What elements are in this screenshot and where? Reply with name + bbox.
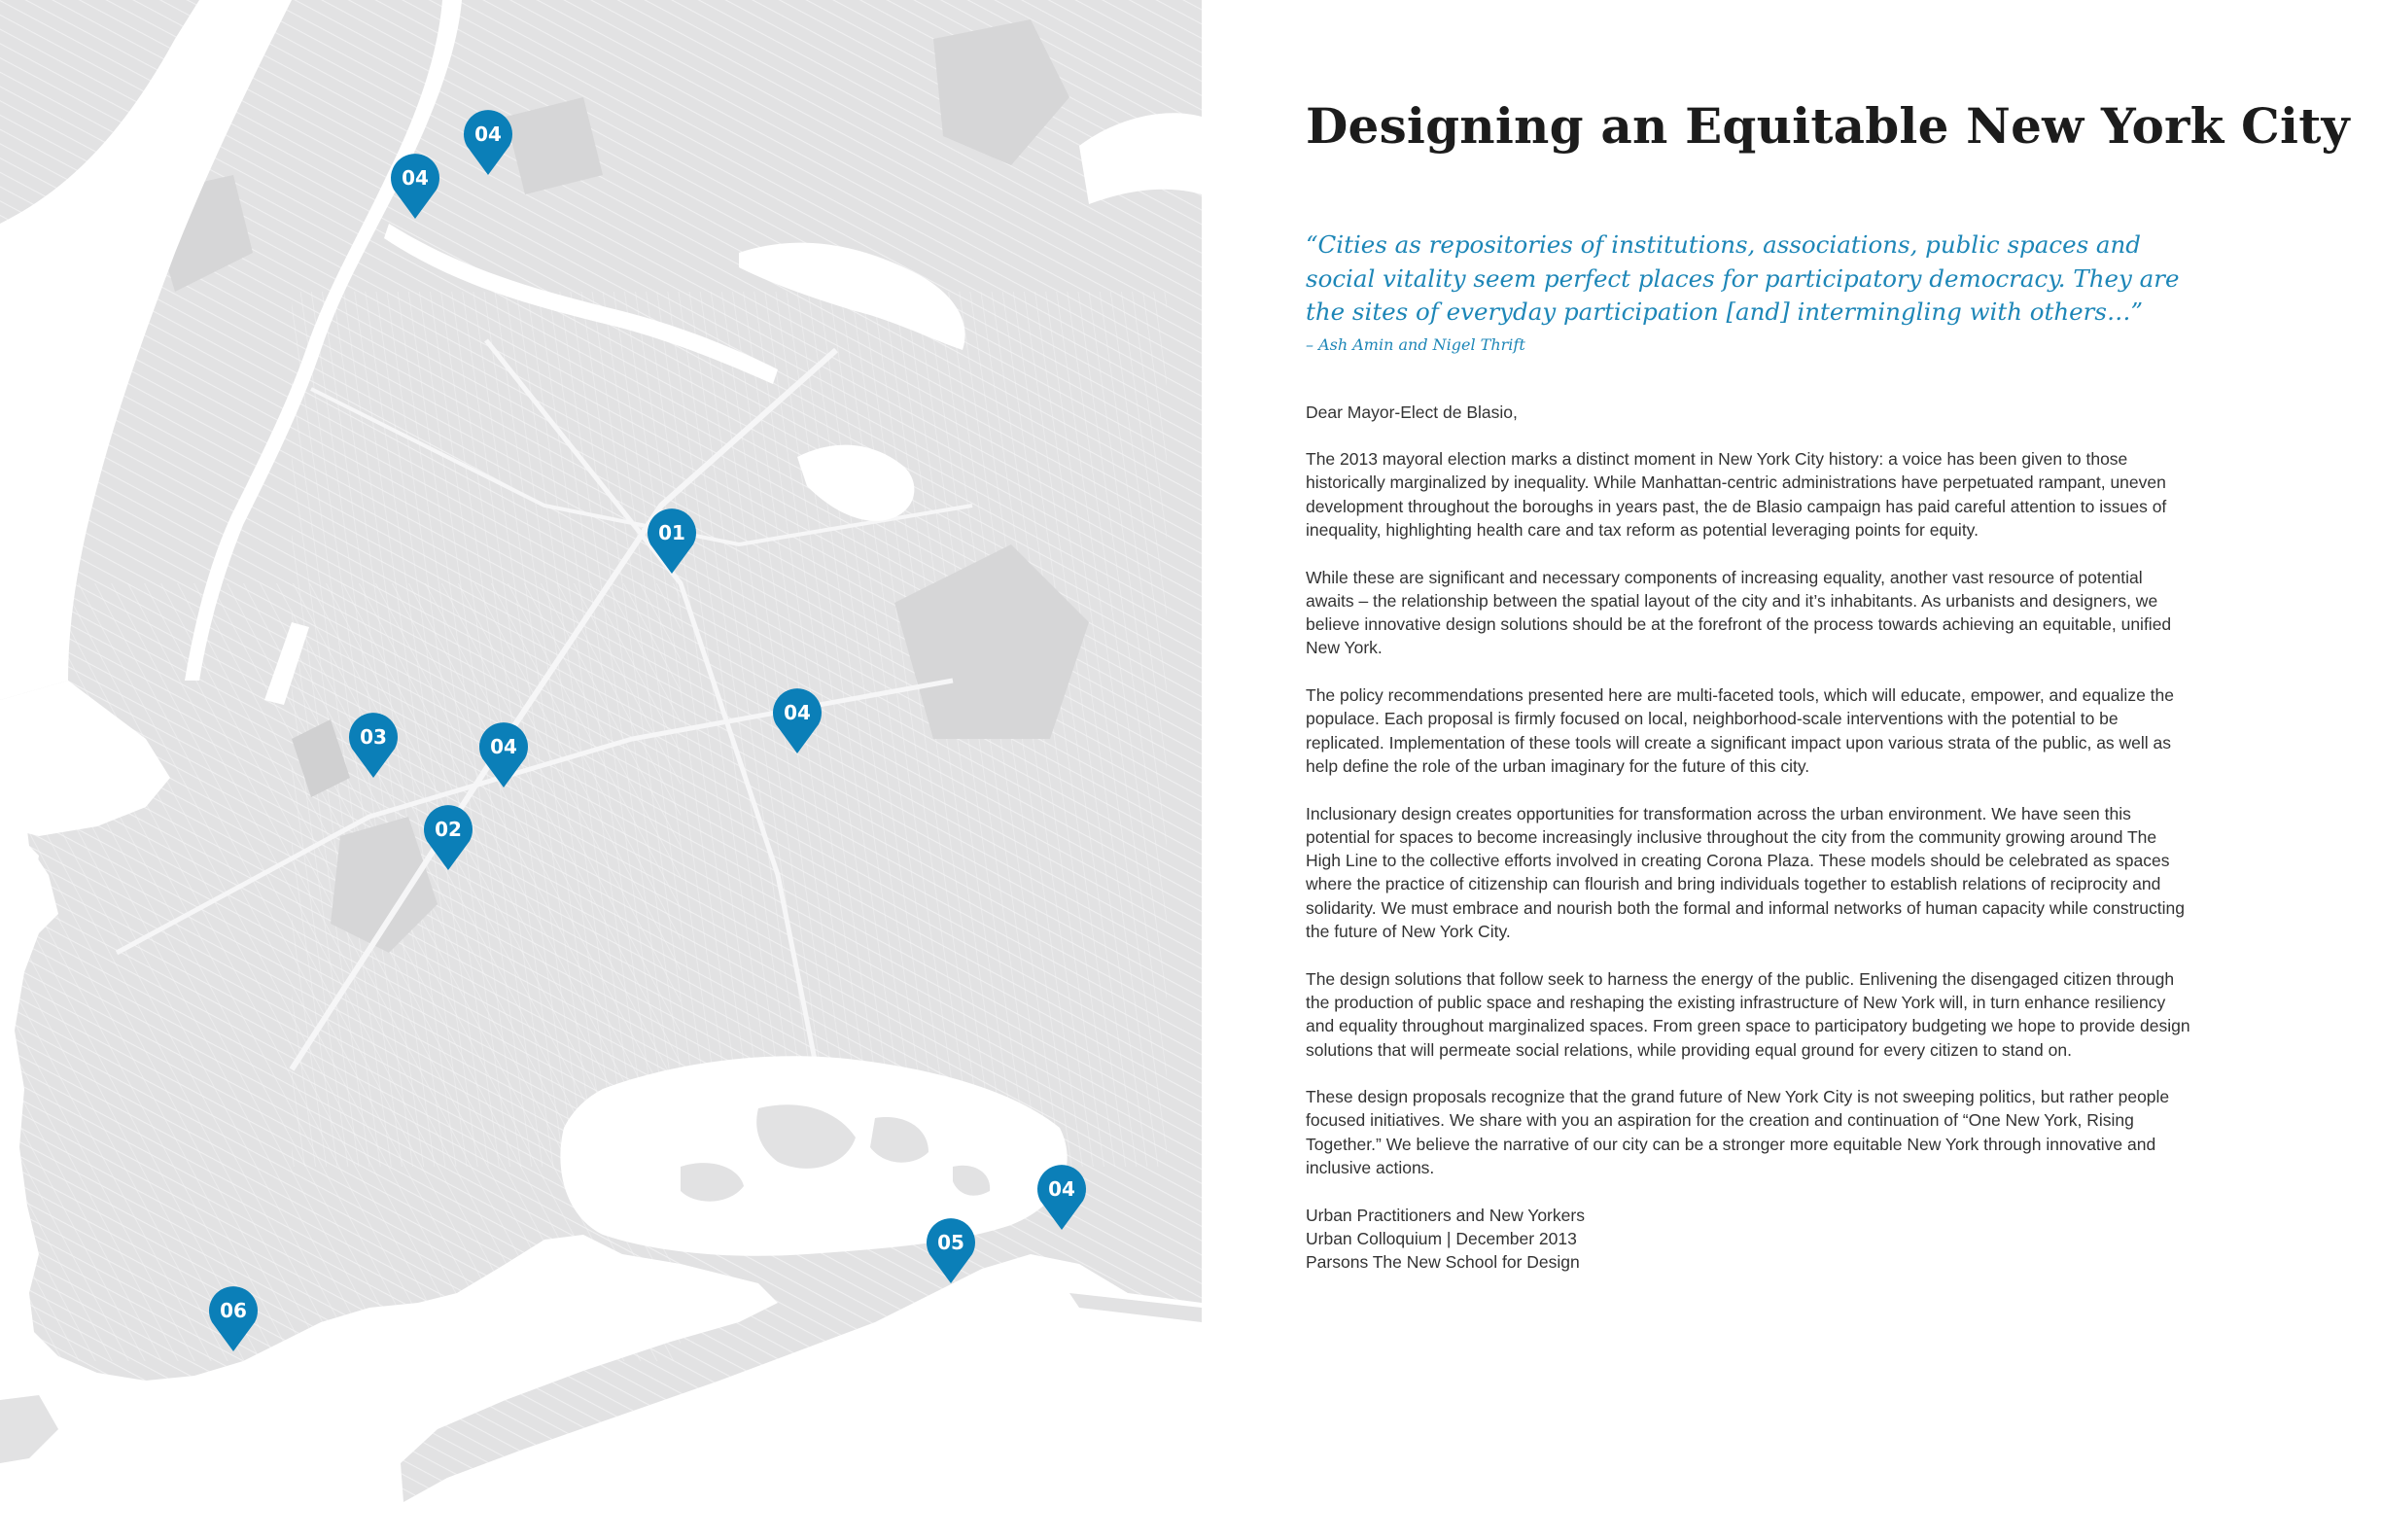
map-pin-label: 04 bbox=[490, 735, 517, 758]
epigraph-quote: “Cities as repositories of institutions, associations, public spaces and social vitality seem perfect places for participatory democracy. They are the sites of everyday participation [and] intermingling with others…” bbox=[1306, 230, 2180, 326]
letter-paragraph: The policy recommendations presented here are multi-faceted tools, which will educate, empower, and equalize the populace. Each proposal is firmly focused on local, neighborhood-scale interventions with the potential to be replicated. Implementation of these tools will create a significant impact upon various strata of the public, as well as help define the role of the urban imaginary for the future of this city. bbox=[1306, 685, 2174, 776]
map-pin-label: 04 bbox=[784, 701, 811, 724]
letter-paragraph: While these are significant and necessary components of increasing equality, another vast resource of potential awaits – the relationship between the spatial layout of the city and it’s inhabitants. As urbanists and designers, we believe innovative design solutions should be at the forefront of the process towards achieving an equitable, unified New York. bbox=[1306, 567, 2172, 658]
signature-line: Urban Colloquium | December 2013 bbox=[1306, 1228, 1577, 1248]
epigraph-attribution: – Ash Amin and Nigel Thrift bbox=[1306, 334, 1525, 354]
letter-paragraph: The 2013 mayoral election marks a distinct moment in New York City history: a voice has been given to those historically marginalized by inequality. While Manhattan-centric administrations have perpetuated rampant, uneven development throughout the boroughs in years past, the de Blasio campaign has paid careful attention to issues of inequality, highlighting health care and tax reform as potential leveraging points for equity. bbox=[1306, 449, 2167, 540]
page-title: Designing an Equitable New York City bbox=[1306, 97, 2350, 155]
map-pin-label: 01 bbox=[658, 521, 685, 544]
letter-paragraph: These design proposals recognize that the grand future of New York City is not sweeping politics, but rather people focused initiatives. We share with you an aspiration for the creation and continuation of “One New York, Rising Together.” We believe the narrative of our city can be a stronger more equitable New York through innovative and inclusive actions. bbox=[1306, 1087, 2170, 1177]
letter-salutation: Dear Mayor-Elect de Blasio, bbox=[1306, 402, 1518, 422]
map-pin-label: 03 bbox=[360, 725, 387, 749]
map-pin-label: 06 bbox=[220, 1299, 247, 1322]
letter-paragraph: Inclusionary design creates opportunities for transformation across the urban environment. We have seen this potential for spaces to become increasingly inclusive throughout the city from the community growing around The High Line to the collective efforts involved in creating Corona Plaza. These models should be celebrated as spaces where the practice of citizenship can flourish and bring individuals together to establish relations of reciprocity and solidarity. We must embrace and nourish both the formal and informal networks of human capacity while constructing the future of New York City. bbox=[1306, 803, 2185, 942]
map-pin-label: 04 bbox=[1048, 1177, 1075, 1201]
signature-line: Urban Practitioners and New Yorkers bbox=[1306, 1205, 1585, 1225]
map-pin-label: 02 bbox=[435, 818, 462, 841]
signature-line: Parsons The New School for Design bbox=[1306, 1252, 1580, 1273]
text-panel bbox=[1306, 92, 2350, 1298]
map-pin-label: 04 bbox=[474, 122, 502, 146]
letter-body bbox=[1306, 401, 2195, 1275]
map-pin-label: 04 bbox=[402, 166, 429, 190]
letter-signature bbox=[1306, 1204, 2195, 1275]
letter-paragraph: The design solutions that follow seek to harness the energy of the public. Enlivening the disengaged citizen through the production of public space and reshaping the existing infrastructure of New York will, in turn enhance resiliency and equality throughout marginalized spaces. From green space to participatory budgeting we hope to provide design solutions that will permeate social relations, while providing equal ground for every citizen to stand on. bbox=[1306, 968, 2190, 1060]
map-pin-label: 05 bbox=[937, 1231, 964, 1254]
